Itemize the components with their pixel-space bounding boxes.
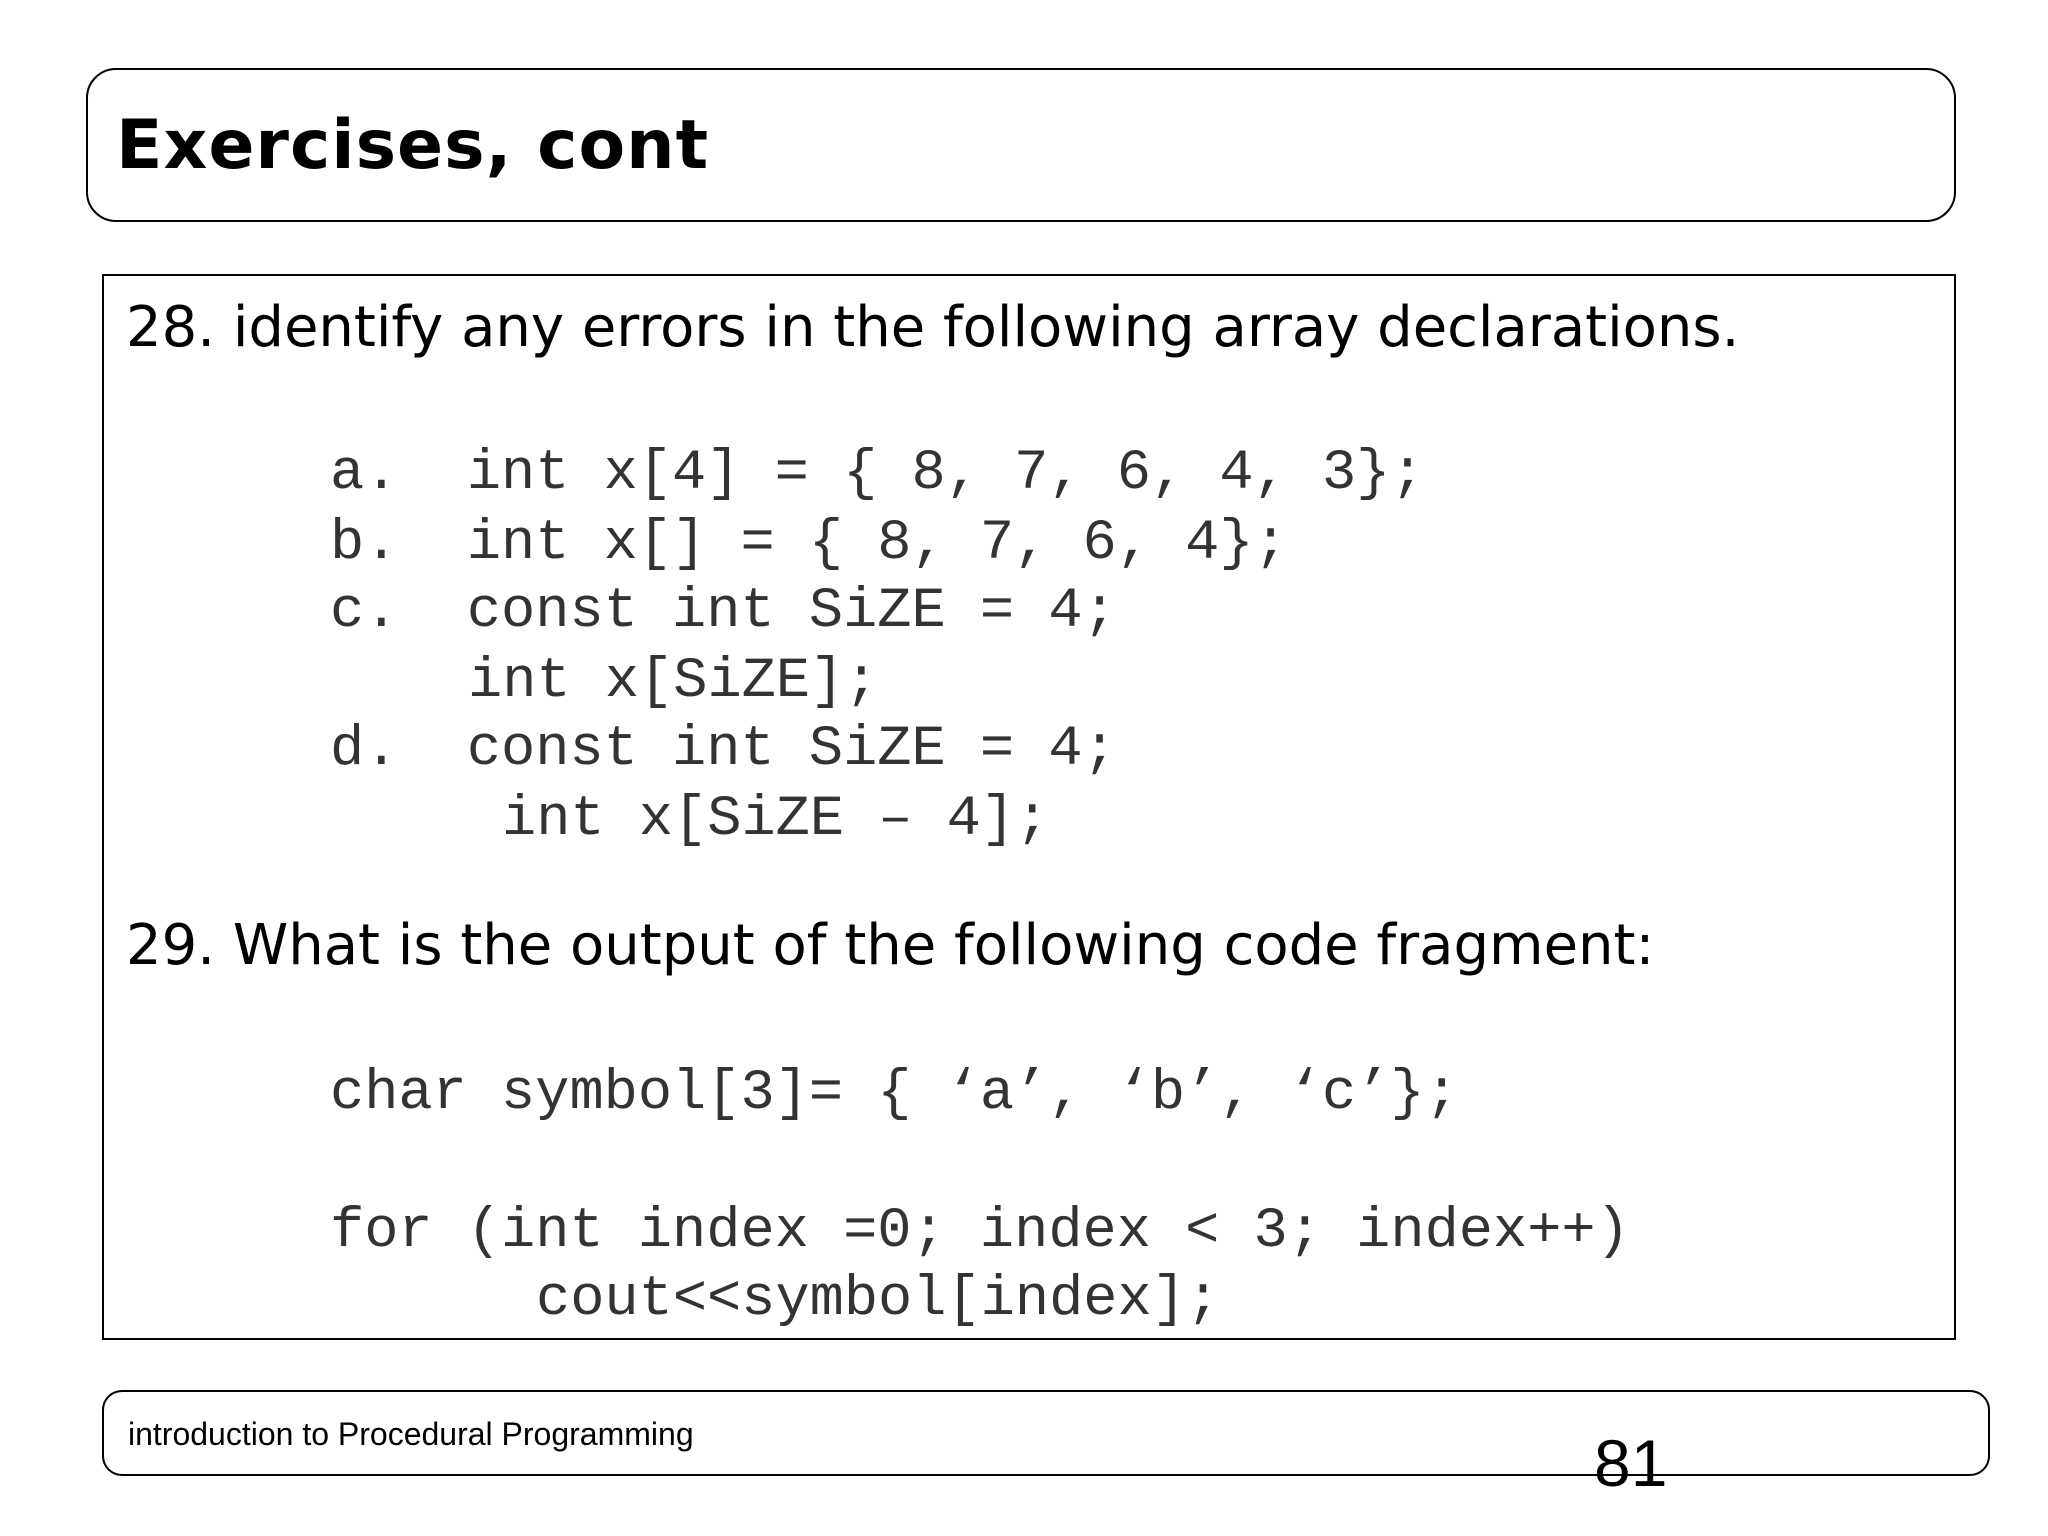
slide-content — [102, 274, 1956, 1340]
slide-title: Exercises, cont — [116, 106, 710, 185]
code-line-28b: b. int x[] = { 8, 7, 6, 4}; — [330, 512, 1288, 576]
code-line-29-cout: cout<<symbol[index]; — [536, 1268, 1221, 1332]
slide-title-box — [86, 68, 1956, 222]
code-line-28d-cont: int x[SiZE – 4]; — [502, 788, 1050, 852]
code-line-28c-cont: int x[SiZE]; — [468, 650, 879, 714]
question-29: 29. What is the output of the following code fragment: — [126, 913, 1655, 978]
slide-footer — [102, 1390, 1990, 1500]
code-line-28d: d. const int SiZE = 4; — [330, 718, 1117, 782]
footer-course-name: introduction to Procedural Programming — [128, 1416, 694, 1452]
question-28: 28. identify any errors in the following array declarations. — [126, 295, 1740, 360]
code-line-29-decl: char symbol[3]= { ‘a’, ‘b’, ‘c’}; — [330, 1062, 1459, 1126]
code-line-29-for: for (int index =0; index < 3; index++) — [330, 1200, 1630, 1264]
code-line-28a: a. int x[4] = { 8, 7, 6, 4, 3}; — [330, 442, 1425, 506]
code-line-28c: c. const int SiZE = 4; — [330, 580, 1117, 644]
page-number: 81 — [1594, 1426, 1668, 1500]
